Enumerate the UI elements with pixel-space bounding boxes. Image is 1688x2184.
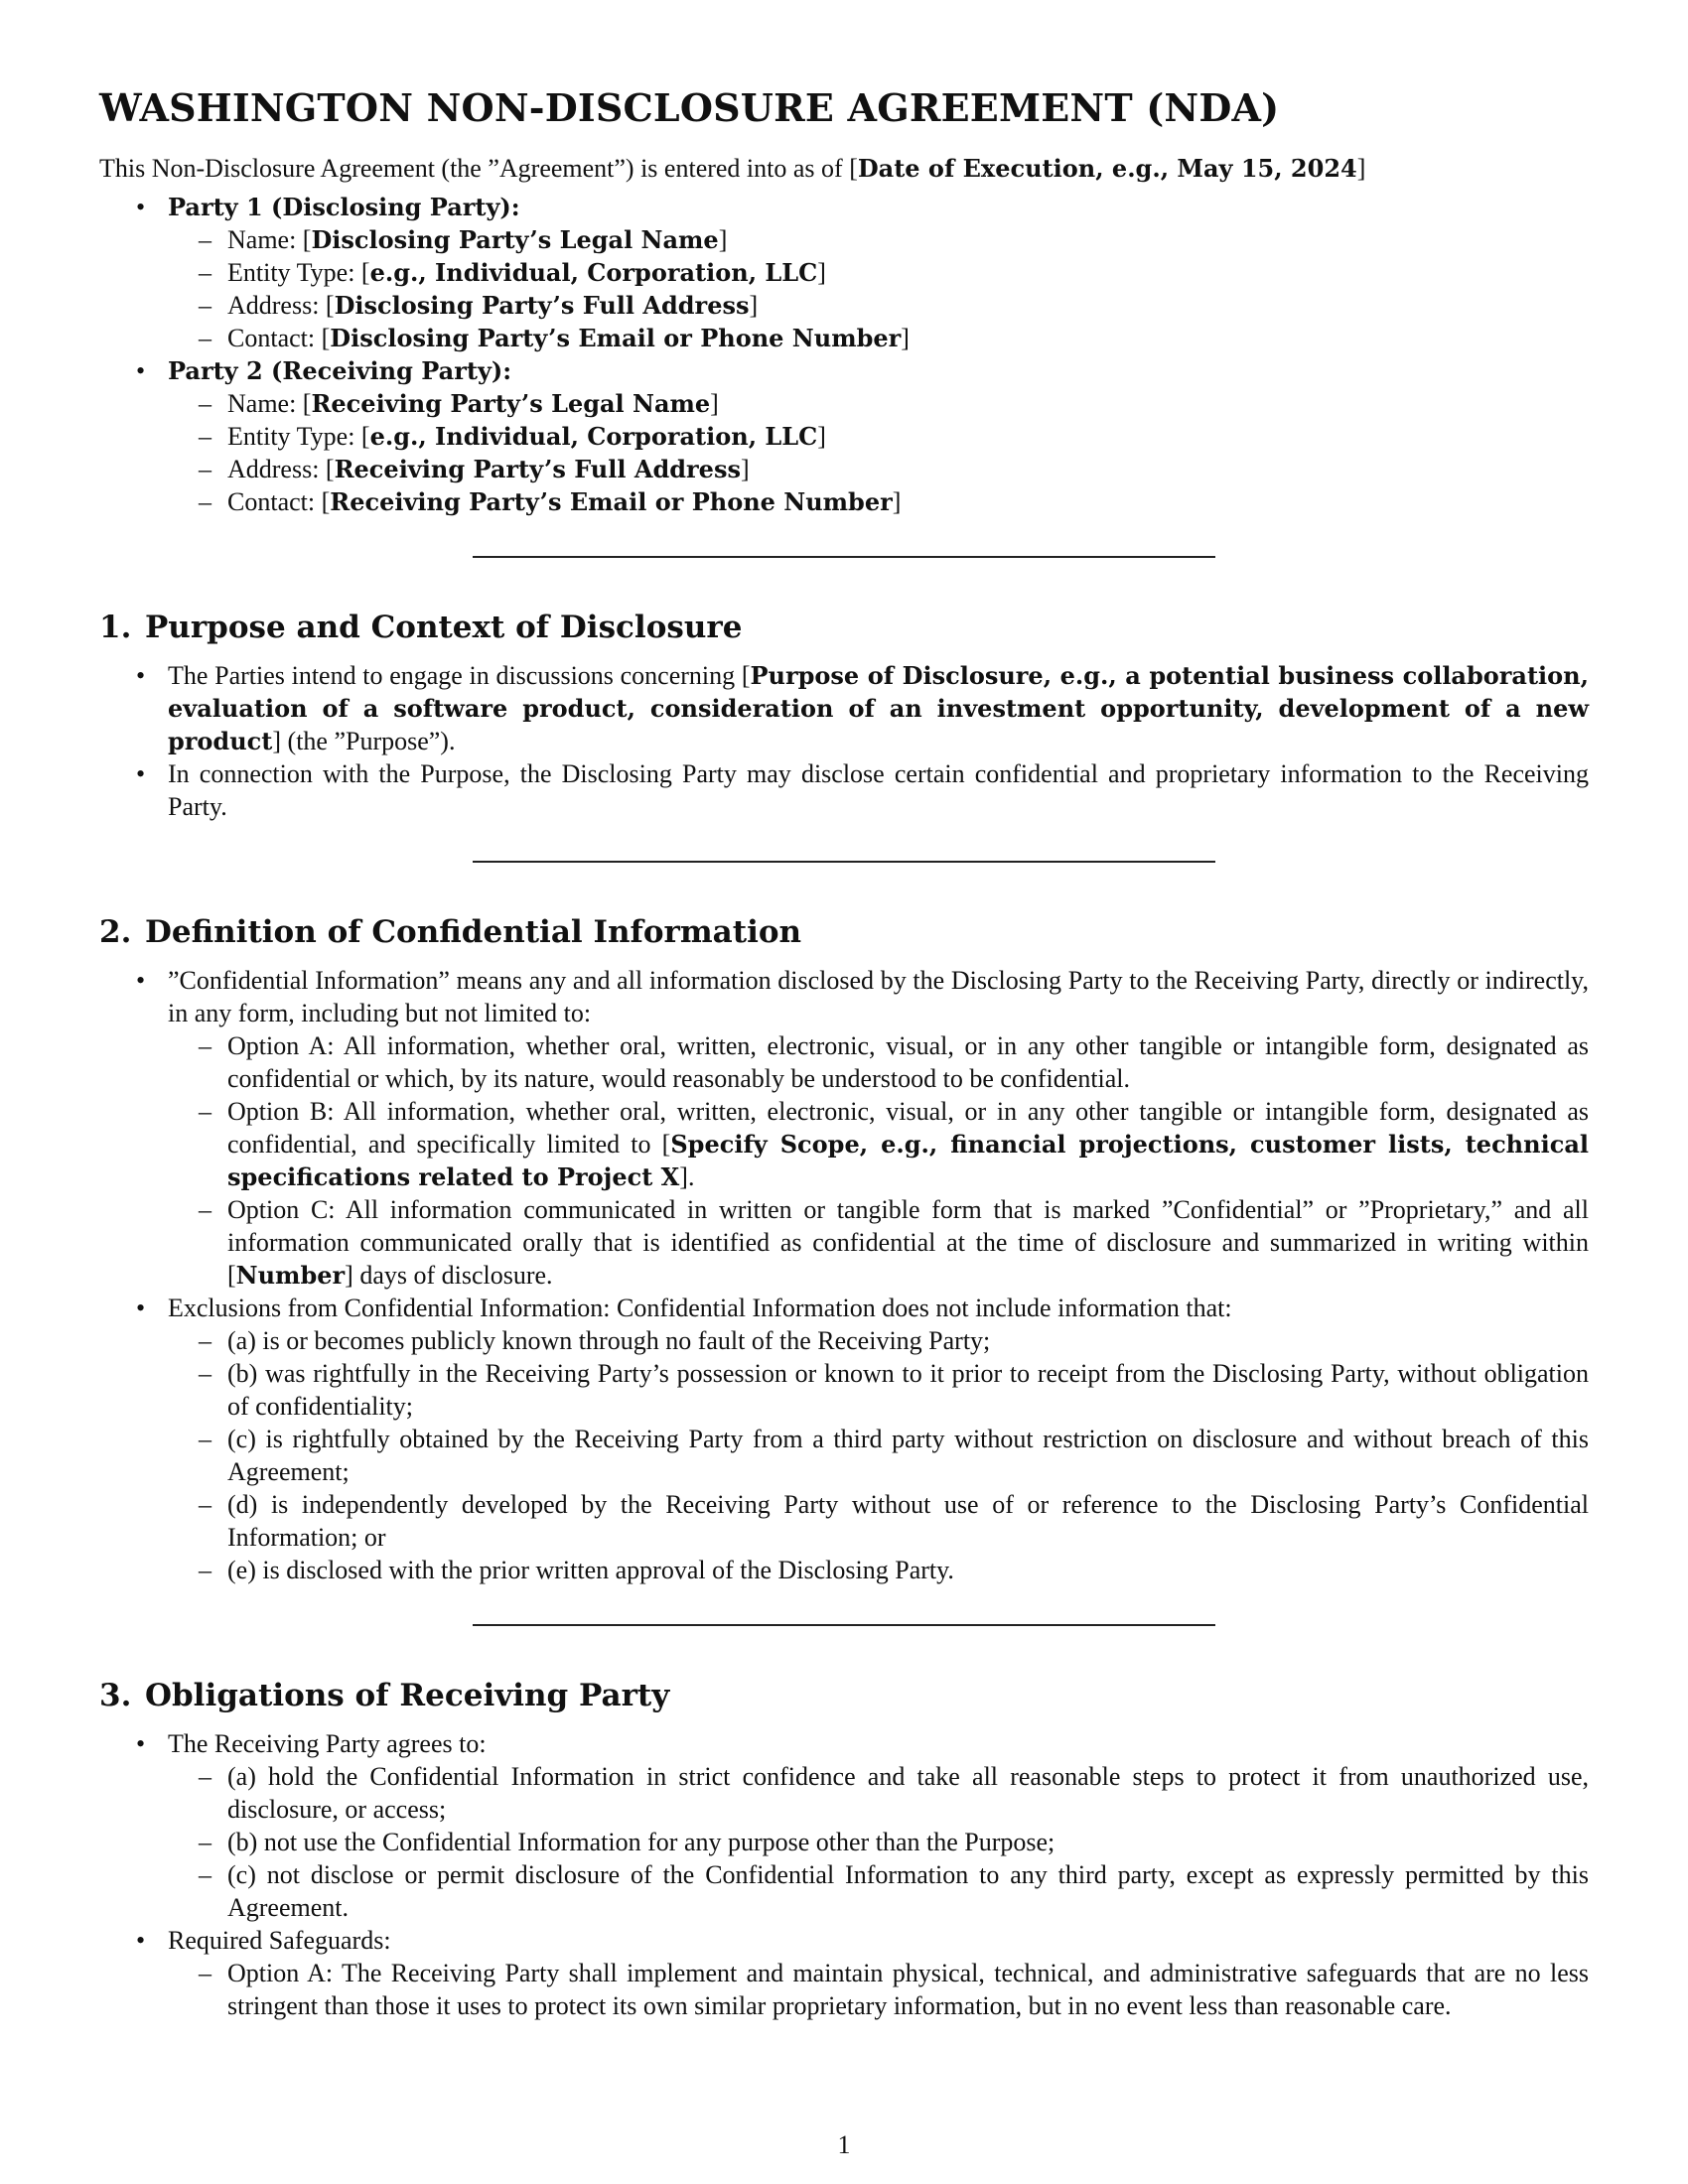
party-1-name: – Name: [Disclosing Party’s Legal Name] [168, 223, 1589, 256]
party-2-name: – Name: [Receiving Party’s Legal Name] [168, 387, 1589, 420]
party-2-address: – Address: [Receiving Party’s Full Address] [168, 453, 1589, 485]
exclusion-item: – (b) was rightfully in the Receiving Party’s possession or known to it prior to receipt from the Disclosing Party, without obligation of confidentiality; [168, 1357, 1589, 1423]
definition-option-c: – Option C: All information communicated in written or tangible form that is marked ”Confidential” or ”Proprietary,” and all information communicated orally that is identified as confidential at the time of disclosure and summarized in writing within [Number] days of disclosure. [168, 1193, 1589, 1292]
parties-list [99, 191, 1589, 518]
purpose-bullet: • The Parties intend to engage in discussions concerning [Purpose of Disclosure, e.g., a potential business collaboration, evaluation of a software product, consideration of an investment opportunity, development of a new product] (the ”Purpose”). [99, 659, 1589, 757]
obligation-item: – (c) not disclose or permit disclosure of the Confidential Information to any third party, except as expressly permitted by this Agreement. [168, 1858, 1589, 1924]
execution-date-placeholder: Date of Execution, e.g., May 15, 2024 [857, 154, 1357, 183]
section-1-list [99, 659, 1589, 823]
party-2: • Party 2 (Receiving Party): – Name: [Receiving Party’s Legal Name] – Entity Type: [e.g., Individual, Corporation, LLC] – Address: [Receiving Party’s Full Address] – Contact: [Receiving Party’s Email or Phone Number] [99, 354, 1589, 518]
party-2-entity-type: – Entity Type: [e.g., Individual, Corporation, LLC] [168, 420, 1589, 453]
section-1-heading: 1. Purpose and Context of Disclosure [99, 610, 743, 645]
party-1-address: – Address: [Disclosing Party’s Full Address] [168, 289, 1589, 322]
definition-option-a: – Option A: All information, whether oral, written, electronic, visual, or in any other tangible or intangible form, designated as confidential or which, by its nature, would reasonably be understood to be confidential. [168, 1029, 1589, 1095]
safeguards-bullet: • Required Safeguards: – Option A: The Receiving Party shall implement and maintain physical, technical, and administrative safeguards that are no less stringent than those it uses to protect its own similar proprietary information, but in no event less than reasonable care. [99, 1924, 1589, 2022]
exclusion-item: – (e) is disclosed with the prior written approval of the Disclosing Party. [168, 1554, 1589, 1586]
party-1: • Party 1 (Disclosing Party): – Name: [Disclosing Party’s Legal Name] – Entity Type: [e.g., Individual, Corporation, LLC] – Address: [Disclosing Party’s Full Address] – Contact: [Disclosing Party’s Email or Phone Number] [99, 191, 1589, 354]
document-title: WASHINGTON NON-DISCLOSURE AGREEMENT (NDA) [99, 85, 1280, 130]
obligation-item: – (b) not use the Confidential Information for any purpose other than the Purpose; [168, 1826, 1589, 1858]
section-divider [473, 861, 1215, 863]
section-3-heading: 3. Obligations of Receiving Party [99, 1678, 670, 1713]
party-2-contact: – Contact: [Receiving Party’s Email or Phone Number] [168, 485, 1589, 518]
section-3-list [99, 1727, 1589, 2022]
exclusion-item: – (a) is or becomes publicly known through no fault of the Receiving Party; [168, 1324, 1589, 1357]
definition-bullet: • ”Confidential Information” means any and all information disclosed by the Disclosing Party to the Receiving Party, directly or indirectly, in any form, including but not limited to: – Option A: All information, whether oral, written, electronic, visual, or in any other tangible or intangible form, designated as confidential or which, by its nature, would reasonably be understood to be confidential. – Option B: All information, whether oral, written, electronic, visual, or in any other tangible or intangible form, designated as confidential, and specifically limited to [Specify Scope, e.g., financial projections, customer lists, technical specifications related to Project X]. – Option C: All information communicated in written or tangible form that is marked ”Confidential” or ”Proprietary,” and all information communicated orally that is identified as confidential at the time of disclosure and summarized in writing within [Number] days of disclosure. [99, 964, 1589, 1292]
safeguard-option-a: – Option A: The Receiving Party shall implement and maintain physical, technical, and administrative safeguards that are no less stringent than those it uses to protect its own similar proprietary information, but in no event less than reasonable care. [168, 1957, 1589, 2022]
party-1-entity-type: – Entity Type: [e.g., Individual, Corporation, LLC] [168, 256, 1589, 289]
section-divider [473, 1624, 1215, 1626]
exclusion-item: – (d) is independently developed by the Receiving Party without use of or reference to the Disclosing Party’s Confidential Information; or [168, 1488, 1589, 1554]
exclusions-bullet: • Exclusions from Confidential Information: Confidential Information does not include information that: – (a) is or becomes publicly known through no fault of the Receiving Party; – (b) was rightfully in the Receiving Party’s possession or known to it prior to receipt from the Disclosing Party, without obligation of confidentiality; – (c) is rightfully obtained by the Receiving Party from a third party without restriction on disclosure and without breach of this Agreement; – (d) is independently developed by the Receiving Party without use of or reference to the Disclosing Party’s Confidential Information; or – (e) is disclosed with the prior written approval of the Disclosing Party. [99, 1292, 1589, 1586]
section-divider [473, 556, 1215, 558]
section-2-heading: 2. Definition of Confidential Information [99, 914, 802, 950]
party-1-contact: – Contact: [Disclosing Party’s Email or Phone Number] [168, 322, 1589, 354]
obligation-item: – (a) hold the Confidential Information in strict confidence and take all reasonable steps to protect it from unauthorized use, disclosure, or access; [168, 1760, 1589, 1826]
disclosure-bullet: • In connection with the Purpose, the Disclosing Party may disclose certain confidential and proprietary information to the Receiving Party. [99, 757, 1589, 823]
definition-option-b: – Option B: All information, whether oral, written, electronic, visual, or in any other tangible or intangible form, designated as confidential, and specifically limited to [Specify Scope, e.g., financial projections, customer lists, technical specifications related to Project X]. [168, 1095, 1589, 1193]
section-2-list [99, 964, 1589, 1586]
page-number: 1 [837, 2130, 851, 2159]
obligations-bullet: • The Receiving Party agrees to: – (a) hold the Confidential Information in strict confidence and take all reasonable steps to protect it from unauthorized use, disclosure, or access; – (b) not use the Confidential Information for any purpose other than the Purpose; – (c) not disclose or permit disclosure of the Confidential Information to any third party, except as expressly permitted by this Agreement. [99, 1727, 1589, 1924]
exclusion-item: – (c) is rightfully obtained by the Receiving Party from a third party without restriction on disclosure and without breach of this Agreement; [168, 1423, 1589, 1488]
intro-paragraph: This Non-Disclosure Agreement (the ”Agreement”) is entered into as of [Date of Execution, e.g., May 15, 2024] [99, 154, 1366, 183]
